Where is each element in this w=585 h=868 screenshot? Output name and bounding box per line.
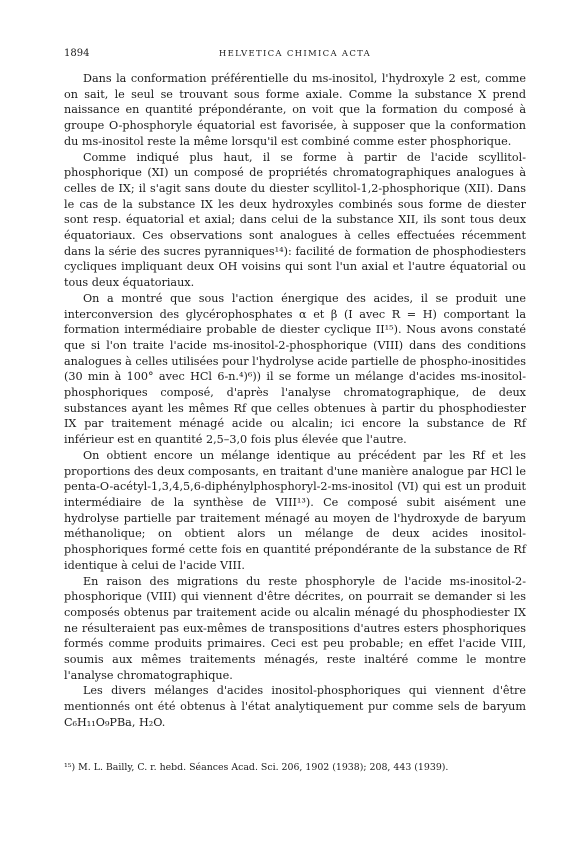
body-text (64, 71, 526, 731)
journal-title: HELVETICA CHIMICA ACTA (218, 49, 372, 59)
footnote: ¹⁵) M. L. Bailly, C. r. hebd. Séances Acad. Sci. 206, 1902 (1938); 208, 443 (1939). (64, 762, 449, 773)
paragraph-migrations: En raison des migrations du reste phosphoryle de l'acide ms-inositol-2-phosphorique (VIII) qui viennent d'être décrites, on pourrait se demander si les composés obtenus par traitement acide ou alcalin ménagé du phosphodiester IX ne résulteraient pas eux-mêmes de transpositions d'autres esters phosphoriques formés comme produits primaires. Ceci est peu probable; en effet l'acide VIII, soumis aux mêmes traitements ménagés, reste inaltéré comme le montre l'analyse chromatographique. (64, 574, 526, 682)
paragraph-scyllitol: Comme indiqué plus haut, il se forme à partir de l'acide scyllitol-phosphorique (XI) un composé de propriétés chromatographiques analogues à celles de IX; il s'agit sans doute du diester scyllitol-1,2-phosphorique (XII). Dans le cas de la substance IX les deux hydroxyles combinés sous forme de diester sont resp. équatorial et axial; dans celui de la substance XII, ils sont tous deux équatoriaux. Ces observations sont analogues à celles effectuées récemment dans la série des sucres pyranniques¹⁴): facilité de formation de phosphodiesters cycliques impliquant deux OH voisins qui sont l'un axial et l'autre équatorial ou tous deux équatoriaux. (64, 150, 526, 290)
paragraph-interconversion: On a montré que sous l'action énergique des acides, il se produit une interconversion des glycérophosphates α et β (I avec R = H) comportant la formation intermédiaire probable de diester cyclique II¹⁵). Nous avons constaté que si l'on traite l'acide ms-inositol-2-phosphorique (VIII) dans des conditions analogues à celles utilisées pour l'hydrolyse acide partielle de phospho-inositides (30 min à 100° avec HCl 6-n.⁴)⁶)) il se forme un mélange d'acides ms-inositol-phosphoriques composé, d'après l'analyse chromatographique, de deux substances ayant les mêmes Rf que celles obtenues à partir du phosphodiester IX par traitement ménagé acide ou alcalin; ici encore la substance de Rf inférieur est en quantité 2,5–3,0 fois plus élevée que l'autre. (64, 291, 526, 447)
paragraph-conformation: Dans la conformation préférentielle du ms-inositol, l'hydroxyle 2 est, comme on sait, le seul se trouvant sous forme axiale. Comme la substance X prend naissance en quantité prépondérante, on voit que la formation du composé à groupe O-phosphoryle équatorial est favorisée, à supposer que la conformation du ms-inositol reste la même lorsqu'il est combiné comme ester phosphorique. (64, 72, 526, 148)
paragraph-identical-mixture: On obtient encore un mélange identique au précédent par les Rf et les proportions des deux composants, en traitant d'une manière analogue par HCl le penta-O-acétyl-1,3,4,5,6-diphénylphosphoryl-2-ms-inositol (VI) qui est un produit intermédiaire de la synthèse de VIII¹³). Ce composé subit aisément une hydrolyse partielle par traitement ménagé au moyen de l'hydroxyde de baryum méthanolique; on obtient alors un mélange de deux acides inositol-phosphoriques formé cette fois en quantité prépondérante de la substance de Rf identique à celui de l'acide VIII. (64, 448, 526, 572)
page-number: 1894 (64, 48, 90, 59)
paragraph-barium-salts: Les divers mélanges d'acides inositol-phosphoriques qui viennent d'être mentionnés ont été obtenus à l'état analytiquement pur comme sels de baryum C₆H₁₁O₉PBa, H₂O. (64, 684, 526, 729)
